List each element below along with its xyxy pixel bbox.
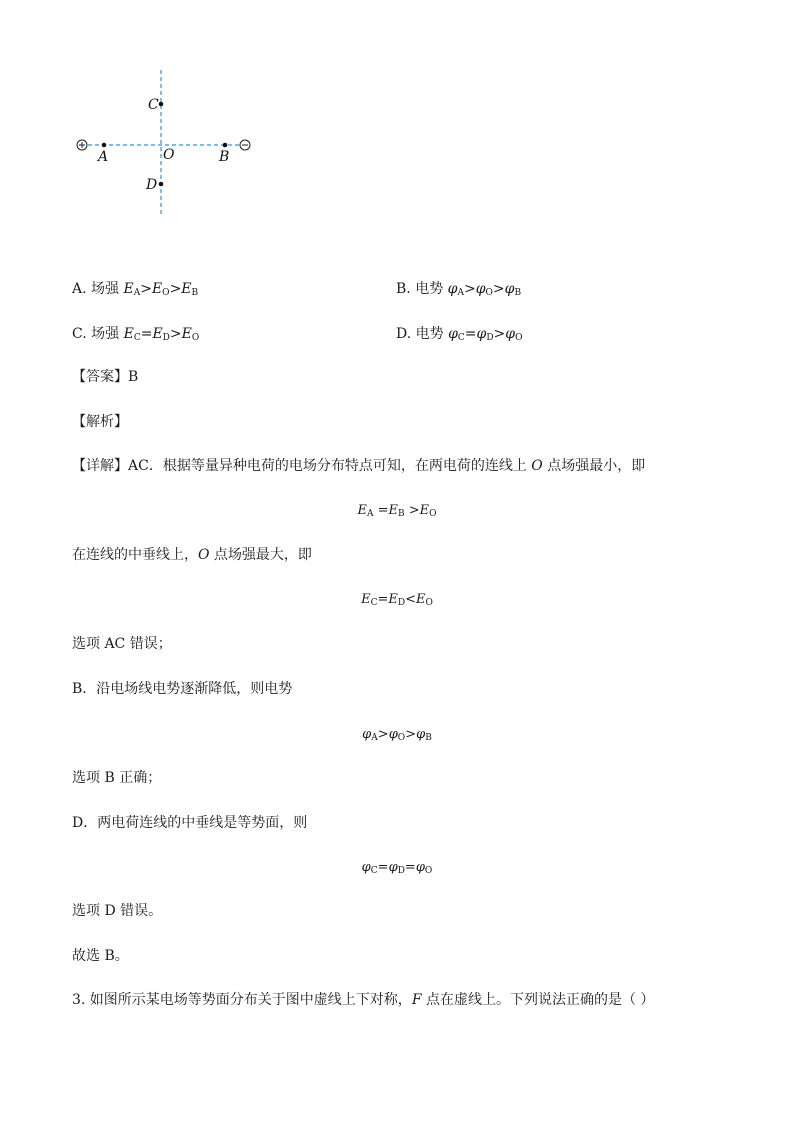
- charge-diagram: [70, 65, 270, 225]
- equation-4: $\varphi_C=\varphi_D=\varphi_O$: [361, 860, 433, 876]
- label-c: C: [148, 97, 159, 113]
- option-a: A. 场强 $E_A>E_O>E_B$: [72, 281, 199, 298]
- point-b-dot: [223, 143, 228, 148]
- detail-line-2: 在连线的中垂线上，O 点场强最大，即: [72, 547, 312, 563]
- option-d: D. 电势 $\varphi_C=\varphi_D>\varphi_O$: [396, 326, 523, 343]
- point-c-dot: [159, 102, 164, 107]
- label-o: O: [163, 147, 175, 163]
- answer-line: 【答案】B: [72, 369, 139, 385]
- detail-line-6: D．两电荷连线的中垂线是等势面，则: [72, 815, 308, 831]
- question-3-stem: 3. 如图所示某电场等势面分布关于图中虚线上下对称，F 点在虚线上。下列说法正确的是（ ）: [72, 992, 655, 1008]
- detail-line-1: 【详解】AC．根据等量异种电荷的电场分布特点可知，在两电荷的连线上 O 点场强最小，即: [72, 458, 646, 474]
- detail-line-8: 故选 B。: [72, 948, 129, 964]
- detail-line-4: B．沿电场线电势逐渐降低，则电势: [72, 681, 293, 697]
- equation-3: $\varphi_A>\varphi_O>\varphi_B$: [362, 727, 432, 743]
- analysis-heading: 【解析】: [72, 414, 128, 430]
- detail-line-7: 选项 D 错误。: [72, 903, 163, 919]
- negative-charge-icon: [240, 140, 250, 150]
- label-a: A: [98, 149, 109, 165]
- option-b: B. 电势 $\varphi_A>\varphi_O>\varphi_B$: [396, 281, 522, 298]
- positive-charge-icon: [77, 140, 87, 150]
- label-b: B: [219, 149, 230, 165]
- equation-1: $E_A =E_B >E_O$: [357, 503, 437, 519]
- option-c: C. 场强 $E_C=E_D>E_O$: [72, 326, 200, 343]
- equation-2: $E_C=E_D<E_O$: [361, 592, 433, 608]
- detail-line-3: 选项 AC 错误；: [72, 636, 172, 652]
- point-a-dot: [102, 143, 107, 148]
- label-d: D: [146, 177, 158, 193]
- point-d-dot: [159, 182, 164, 187]
- detail-line-5: 选项 B 正确；: [72, 770, 162, 786]
